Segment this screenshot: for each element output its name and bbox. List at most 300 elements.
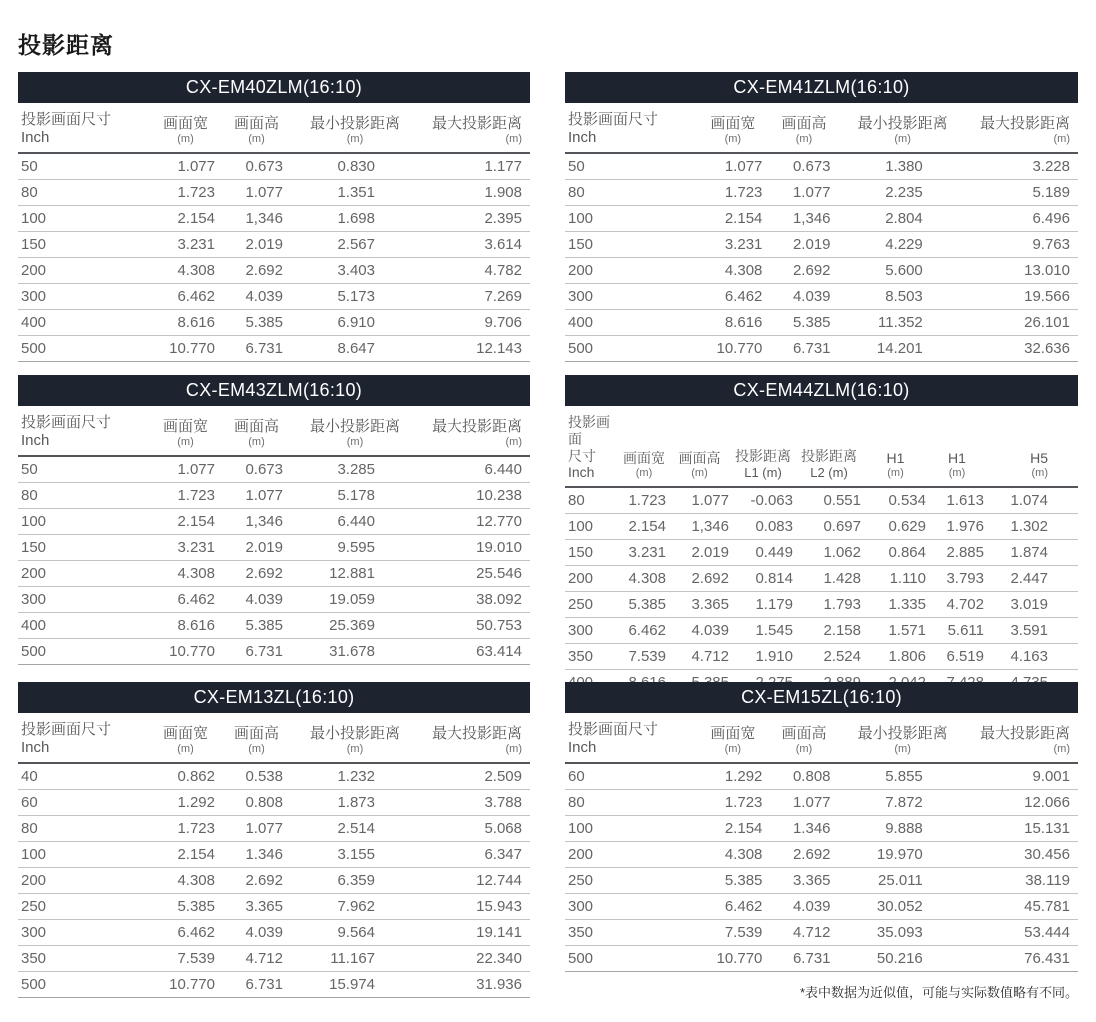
value-cell: 2.447 [986,566,1078,592]
table-row [18,310,530,336]
value-cell: 50.753 [420,613,530,639]
value-cell: 4.782 [420,258,530,284]
table-title-bar: CX-EM41ZLM(16:10) [565,72,1078,103]
value-cell: 10.770 [148,336,223,362]
value-cell: 6.462 [148,587,223,613]
header-row [565,406,1078,487]
column-header-unit: (m) [177,436,194,448]
table-row [565,618,1078,644]
column-header-unit: Inch [21,432,50,449]
column-header-label: H1 [886,450,905,466]
value-cell: 12.770 [420,509,530,535]
column-header [420,406,530,456]
value-cell: 4.039 [223,920,290,946]
value-cell: 15.943 [420,894,530,920]
value-cell: 6.359 [290,868,420,894]
value-cell: 3.155 [290,842,420,868]
screen-size-cell: 100 [565,816,695,842]
value-cell: 3.231 [148,232,223,258]
value-cell: 19.141 [420,920,530,946]
value-cell: 1.351 [290,180,420,206]
table-row [565,763,1078,790]
value-cell: 2.154 [148,509,223,535]
column-header-label: 投影距离 [735,448,791,464]
value-cell: 0.551 [795,487,863,514]
value-cell: 25.011 [838,868,968,894]
column-header-unit: (m) [1053,133,1070,145]
value-cell: 8.616 [148,613,223,639]
column-header-unit: (m) [346,436,364,448]
screen-size-cell: 400 [18,613,148,639]
table-title-bar: CX-EM40ZLM(16:10) [18,72,530,103]
projection-table-cx-em43zlm [18,375,530,665]
column-header [695,103,770,153]
value-cell: 9.888 [838,816,968,842]
value-cell: 6.731 [223,972,290,998]
value-cell: 2.514 [290,816,420,842]
value-cell: 12.143 [420,336,530,362]
value-cell: 6.731 [770,946,837,972]
value-cell: 2.154 [148,842,223,868]
column-header-unit: (m) [505,436,522,448]
column-header-unit: (m) [795,133,813,145]
value-cell: 1.292 [148,790,223,816]
column-header [148,103,223,153]
screen-size-cell: 300 [18,587,148,613]
column-header-unit: (m) [1053,743,1070,755]
screen-size-cell: 100 [18,842,148,868]
table-row [18,535,530,561]
column-header [986,406,1078,487]
value-cell: 6.731 [223,639,290,665]
value-cell: 3.285 [290,456,420,483]
table-row [18,946,530,972]
screen-size-cell: 200 [18,868,148,894]
table-row [18,587,530,613]
page-title: 投影距离 [18,32,114,59]
value-cell: 2.154 [148,206,223,232]
table-row [565,592,1078,618]
value-cell: 0.808 [223,790,290,816]
column-header-label: 画面高 [233,115,279,132]
table-row [18,284,530,310]
value-cell: 2.395 [420,206,530,232]
table-row [565,816,1078,842]
screen-size-cell: 200 [18,258,148,284]
screen-size-cell: 350 [565,920,695,946]
spec-table [18,713,530,998]
value-cell: 4.308 [148,561,223,587]
value-cell: 3.403 [290,258,420,284]
spec-table [18,406,530,665]
column-header [731,406,795,487]
table-row [565,920,1078,946]
value-cell: 3.365 [770,868,837,894]
screen-size-cell: 400 [565,310,695,336]
value-cell: 4.039 [770,894,837,920]
header-row [18,713,530,763]
value-cell: 7.872 [838,790,968,816]
value-cell: 6.462 [695,894,770,920]
column-header-label: 最小投影距离 [309,418,400,435]
value-cell: 1.346 [770,816,837,842]
value-cell: 4.308 [695,842,770,868]
value-cell: 1.545 [731,618,795,644]
value-cell: 1.613 [928,487,986,514]
value-cell: 7.962 [290,894,420,920]
table-row [565,206,1078,232]
value-cell: 10.770 [148,972,223,998]
value-cell: 5.068 [420,816,530,842]
value-cell: 0.673 [223,456,290,483]
header-row [565,713,1078,763]
screen-size-cell: 80 [565,180,695,206]
value-cell: 53.444 [968,920,1078,946]
value-cell: 1.380 [838,153,968,180]
screen-size-cell: 350 [565,644,620,670]
value-cell: 1.302 [986,514,1078,540]
value-cell: 5.385 [770,310,837,336]
value-cell: 1.908 [420,180,530,206]
column-header-label: 最大投影距离 [979,725,1070,742]
value-cell: 5.385 [223,310,290,336]
value-cell: 4.712 [223,946,290,972]
value-cell: 76.431 [968,946,1078,972]
value-cell: 2.019 [223,535,290,561]
value-cell: 1.077 [770,790,837,816]
column-header-unit: (m) [346,743,364,755]
column-header-unit: (m) [691,467,708,479]
value-cell: 4.308 [695,258,770,284]
value-cell: 6.462 [695,284,770,310]
value-cell: 10.770 [695,336,770,362]
screen-size-cell: 80 [565,487,620,514]
value-cell: 31.678 [290,639,420,665]
value-cell: 4.308 [620,566,668,592]
value-cell: 4.712 [668,644,731,670]
value-cell: 5.385 [620,592,668,618]
column-header-unit: 尺寸Inch [568,448,596,480]
table-row [565,790,1078,816]
projection-table-cx-em44zlm [565,375,1078,696]
column-header-label: 最小投影距离 [309,725,400,742]
screen-size-cell: 80 [565,790,695,816]
column-header-label: 画面高 [233,725,279,742]
projection-table-cx-em13zl [18,682,530,998]
value-cell: 3.365 [668,592,731,618]
value-cell: 1.793 [795,592,863,618]
table-row [18,613,530,639]
value-cell: 4.702 [928,592,986,618]
value-cell: 2.019 [668,540,731,566]
value-cell: 1.335 [863,592,928,618]
column-header [565,406,620,487]
value-cell: 38.119 [968,868,1078,894]
table-row [565,258,1078,284]
value-cell: 1.723 [148,180,223,206]
column-header-unit: (m) [177,133,194,145]
value-cell: 2.692 [668,566,731,592]
screen-size-cell: 300 [18,920,148,946]
table-row [565,540,1078,566]
value-cell: 4.163 [986,644,1078,670]
value-cell: 1.232 [290,763,420,790]
column-header-label: 画面宽 [710,115,756,132]
value-cell: 9.564 [290,920,420,946]
value-cell: 19.970 [838,842,968,868]
value-cell: 15.974 [290,972,420,998]
screen-size-cell: 50 [565,153,695,180]
header-row [18,103,530,153]
value-cell: 1.077 [668,487,731,514]
column-header-unit: (m) [894,743,911,755]
column-header [565,713,695,763]
table-row [565,487,1078,514]
value-cell: 3.019 [986,592,1078,618]
table-row [565,514,1078,540]
value-cell: 7.539 [695,920,770,946]
column-header [968,713,1078,763]
column-header [863,406,928,487]
column-header [565,103,695,153]
value-cell: 5.178 [290,483,420,509]
value-cell: 1.110 [863,566,928,592]
column-header-label: 最大投影距离 [431,115,522,132]
screen-size-cell: 200 [565,842,695,868]
value-cell: 1.077 [223,816,290,842]
value-cell: 31.936 [420,972,530,998]
column-header-unit: Inch [21,129,50,146]
value-cell: 5.173 [290,284,420,310]
value-cell: 1.077 [223,180,290,206]
column-header-unit: (m) [505,743,522,755]
value-cell: 1.074 [986,487,1078,514]
column-header-unit: (m) [1031,467,1048,479]
screen-size-cell: 100 [565,206,695,232]
value-cell: 6.731 [770,336,837,362]
screen-size-cell: 500 [565,336,695,362]
table-row [18,894,530,920]
value-cell: 1,346 [223,509,290,535]
value-cell: 10.770 [695,946,770,972]
column-header-unit: (m) [724,743,742,755]
value-cell: 3.365 [223,894,290,920]
value-cell: 4.039 [223,284,290,310]
value-cell: 38.092 [420,587,530,613]
value-cell: 6.731 [223,336,290,362]
column-header-unit: (m) [248,436,265,448]
value-cell: 7.539 [620,644,668,670]
approximation-footnote: *表中数据为近似值，可能与实际数值略有不同。 [799,985,1078,1000]
value-cell: 3.231 [695,232,770,258]
screen-size-cell: 300 [565,618,620,644]
value-cell: 6.440 [290,509,420,535]
value-cell: 2.158 [795,618,863,644]
value-cell: 1.806 [863,644,928,670]
value-cell: 0.673 [223,153,290,180]
value-cell: 9.763 [968,232,1078,258]
value-cell: 9.001 [968,763,1078,790]
screen-size-cell: 500 [18,639,148,665]
value-cell: 1.077 [770,180,837,206]
value-cell: 1.077 [223,483,290,509]
column-header-label: 最大投影距离 [431,725,522,742]
value-cell: 3.231 [148,535,223,561]
screen-size-cell: 500 [18,336,148,362]
value-cell: 2.509 [420,763,530,790]
table-row [18,336,530,362]
value-cell: 3.231 [620,540,668,566]
value-cell: 14.201 [838,336,968,362]
value-cell: 2.154 [620,514,668,540]
value-cell: 9.706 [420,310,530,336]
table-row [18,232,530,258]
value-cell: 0.534 [863,487,928,514]
value-cell: 2.019 [770,232,837,258]
column-header [148,713,223,763]
screen-size-cell: 200 [18,561,148,587]
value-cell: 1.698 [290,206,420,232]
value-cell: 30.052 [838,894,968,920]
column-header-label: 投影画面尺寸 [21,111,112,128]
value-cell: 19.566 [968,284,1078,310]
column-header [968,103,1078,153]
value-cell: 1.077 [148,456,223,483]
value-cell: 1.910 [731,644,795,670]
value-cell: 1.077 [695,153,770,180]
column-header-label: H5 [1030,450,1048,466]
column-header [620,406,668,487]
value-cell: 2.019 [223,232,290,258]
spec-table [565,713,1078,972]
column-header [838,713,968,763]
value-cell: 0.864 [863,540,928,566]
column-header-unit: (m) [505,133,522,145]
value-cell: 0.538 [223,763,290,790]
column-header-unit: (m) [177,743,194,755]
screen-size-cell: 60 [18,790,148,816]
column-header [770,713,837,763]
column-header [668,406,731,487]
screen-size-cell: 250 [565,868,695,894]
screen-size-cell: 150 [565,232,695,258]
value-cell: 19.010 [420,535,530,561]
value-cell: 3.591 [986,618,1078,644]
screen-size-cell: 40 [18,763,148,790]
column-header-label: 投影画面尺寸 [21,721,112,738]
column-header-label: 画面高 [233,418,279,435]
screen-size-cell: 50 [18,456,148,483]
value-cell: 19.059 [290,587,420,613]
value-cell: 1.179 [731,592,795,618]
value-cell: 5.611 [928,618,986,644]
table-row [18,509,530,535]
value-cell: 45.781 [968,894,1078,920]
column-header-label: 画面宽 [710,725,756,742]
table-title-bar: CX-EM13ZL(16:10) [18,682,530,713]
column-header [795,406,863,487]
table-row [565,842,1078,868]
table-row [18,920,530,946]
value-cell: 35.093 [838,920,968,946]
value-cell: 1,346 [668,514,731,540]
value-cell: 25.546 [420,561,530,587]
screen-size-cell: 150 [18,535,148,561]
value-cell: 5.385 [223,613,290,639]
value-cell: 6.496 [968,206,1078,232]
value-cell: 5.189 [968,180,1078,206]
value-cell: 1.428 [795,566,863,592]
table-row [565,336,1078,362]
screen-size-cell: 500 [18,972,148,998]
screen-size-cell: 100 [18,509,148,535]
value-cell: 1.077 [148,153,223,180]
value-cell: 0.808 [770,763,837,790]
column-header-unit: (m) [948,467,966,479]
value-cell: 5.385 [148,894,223,920]
table-row [18,842,530,868]
screen-size-cell: 50 [18,153,148,180]
column-header-unit: (m) [795,743,813,755]
column-header [223,713,290,763]
value-cell: 7.539 [148,946,223,972]
column-header-unit: (m) [635,467,653,479]
screen-size-cell: 80 [18,816,148,842]
value-cell: 1.976 [928,514,986,540]
value-cell: 1.723 [148,483,223,509]
value-cell: 0.629 [863,514,928,540]
screen-size-cell: 150 [565,540,620,566]
column-header [838,103,968,153]
value-cell: 4.039 [223,587,290,613]
column-header [290,406,420,456]
value-cell: 13.010 [968,258,1078,284]
spec-table [565,406,1078,696]
value-cell: 1.723 [620,487,668,514]
value-cell: 63.414 [420,639,530,665]
value-cell: 4.308 [148,258,223,284]
value-cell: 4.712 [770,920,837,946]
value-cell: 0.862 [148,763,223,790]
column-header-label: 最大投影距离 [431,418,522,435]
table-row [18,483,530,509]
value-cell: 8.616 [148,310,223,336]
column-header [928,406,986,487]
value-cell: 1.346 [223,842,290,868]
screen-size-cell: 80 [18,483,148,509]
screen-size-cell: 400 [18,310,148,336]
screen-size-cell: 150 [18,232,148,258]
value-cell: 2.692 [770,842,837,868]
column-header [18,406,148,456]
table-row [18,180,530,206]
value-cell: 25.369 [290,613,420,639]
column-header-unit: (m) [248,133,265,145]
value-cell: 2.885 [928,540,986,566]
value-cell: 5.855 [838,763,968,790]
value-cell: 12.744 [420,868,530,894]
column-header [420,103,530,153]
value-cell: 5.600 [838,258,968,284]
column-header-unit: L1 (m) [744,465,782,480]
table-row [18,972,530,998]
value-cell: 1.874 [986,540,1078,566]
column-header [223,103,290,153]
value-cell: 22.340 [420,946,530,972]
value-cell: 8.616 [695,310,770,336]
value-cell: 3.793 [928,566,986,592]
column-header-unit: (m) [346,133,364,145]
